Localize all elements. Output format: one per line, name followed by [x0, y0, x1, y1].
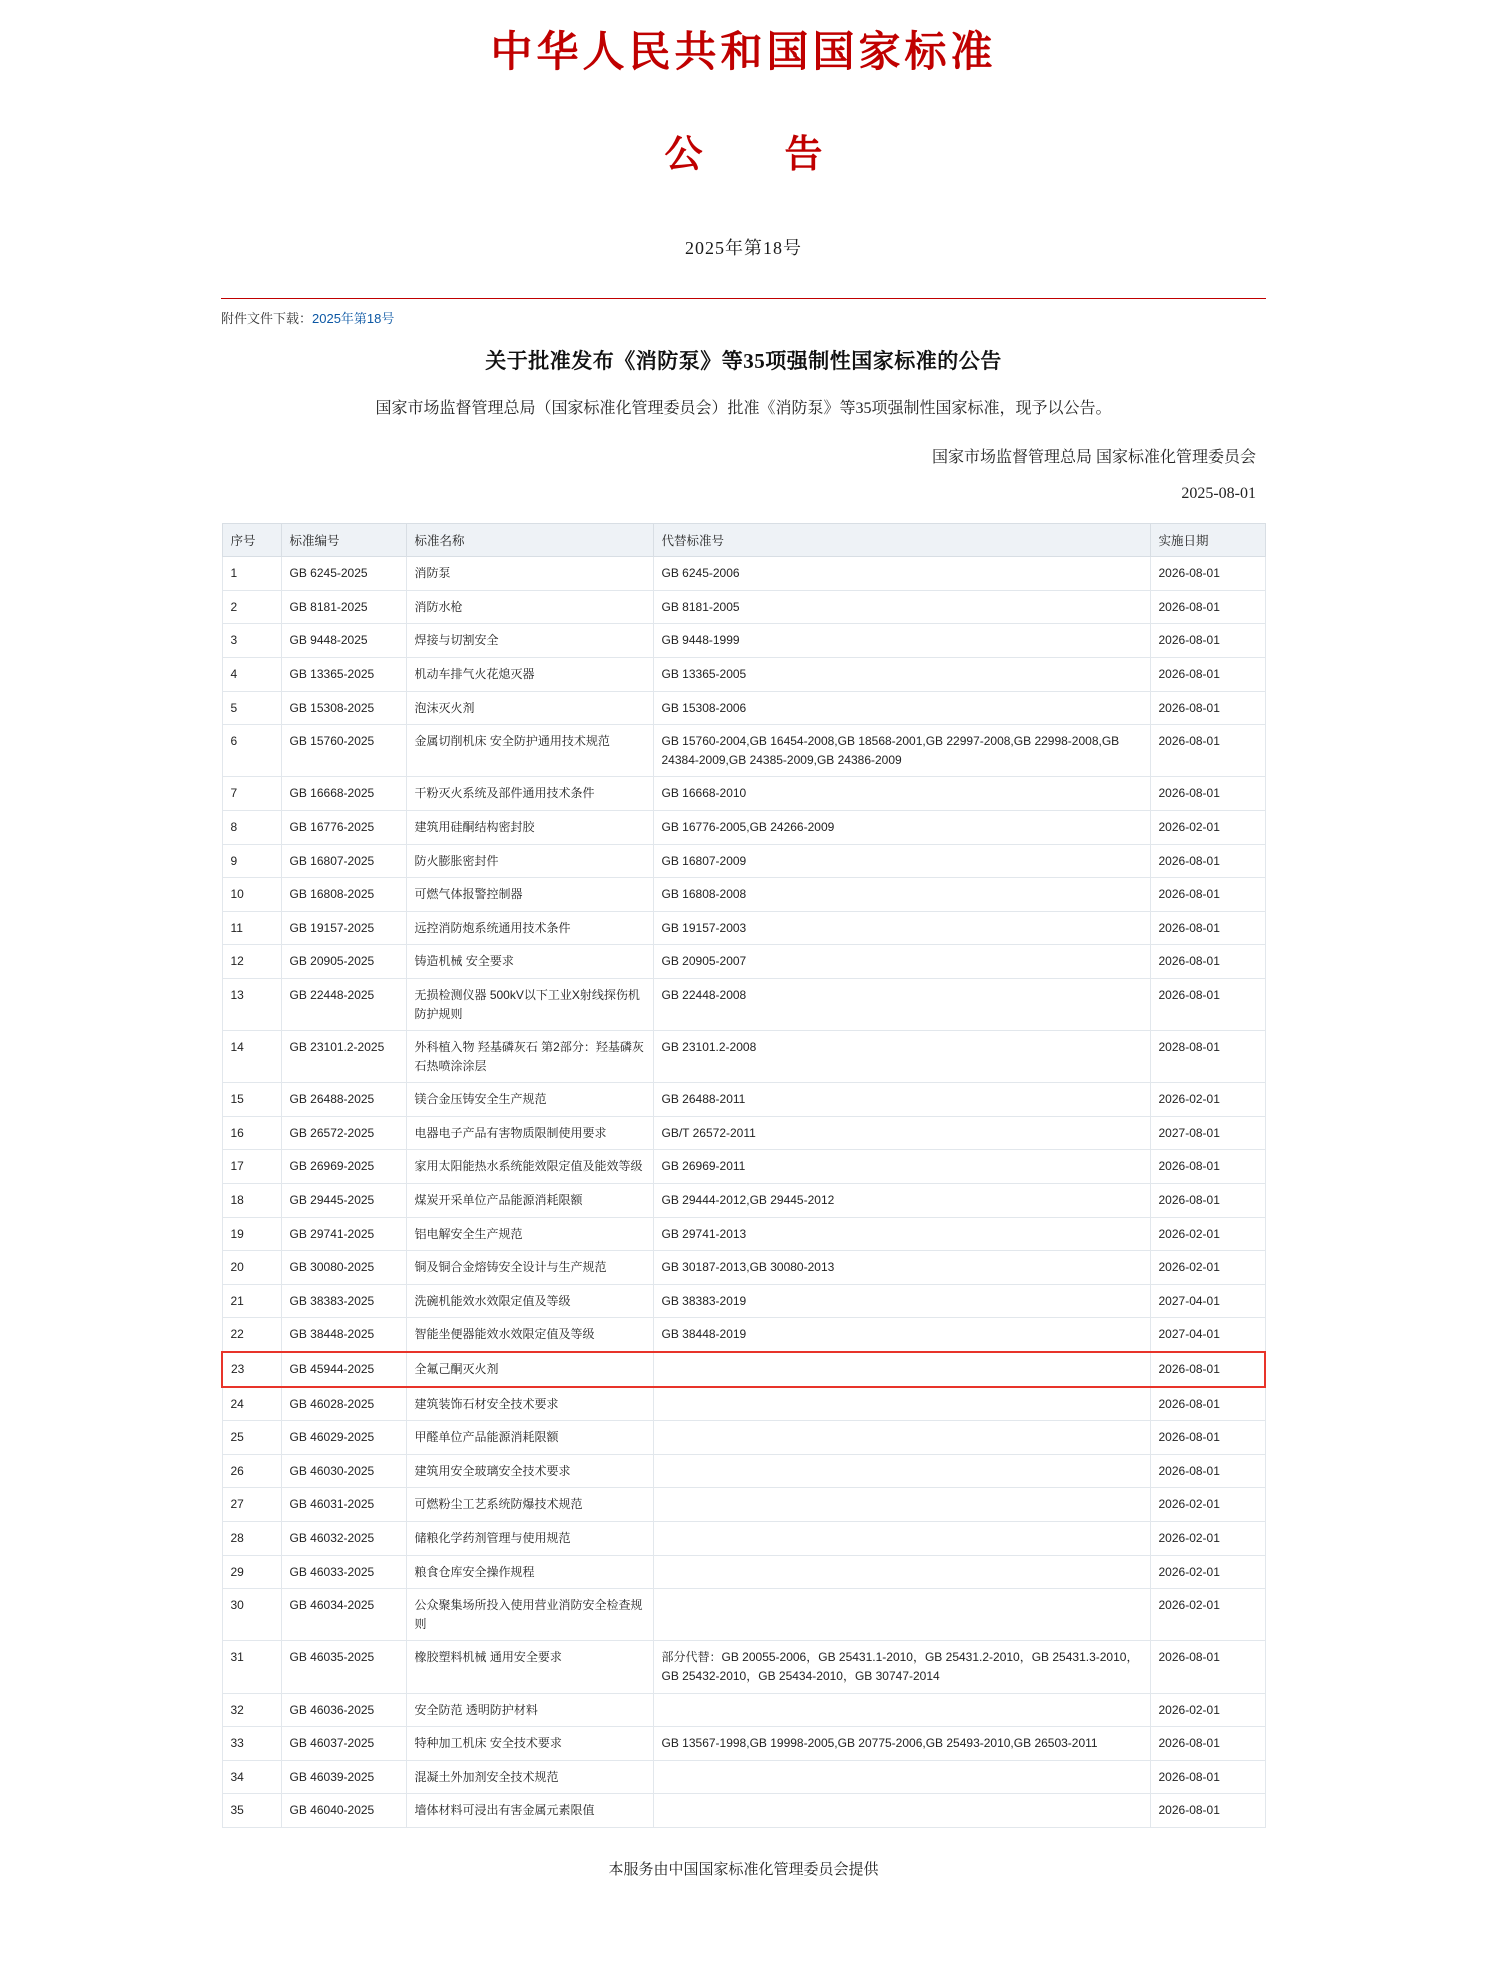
cell-name[interactable]: 甲醛单位产品能源消耗限额: [406, 1421, 653, 1455]
cell-date: 2026-08-01: [1150, 978, 1265, 1030]
table-head: [222, 524, 1265, 557]
standards-table-wrap: [221, 523, 1266, 1828]
cell-replaced: [653, 1794, 1150, 1828]
cell-name[interactable]: 消防泵: [406, 557, 653, 591]
cell-name[interactable]: 远控消防炮系统通用技术条件: [406, 911, 653, 945]
notice-body: 国家市场监督管理总局（国家标准化管理委员会）批准《消防泵》等35项强制性国家标准，现予以公告。: [375, 400, 1112, 417]
cell-name[interactable]: 防火膨胀密封件: [406, 844, 653, 878]
cell-name[interactable]: 无损检测仪器 500kV以下工业X射线探伤机防护规则: [406, 978, 653, 1030]
cell-no: 4: [222, 657, 281, 691]
column-header-no: 序号: [222, 524, 281, 557]
cell-date: 2026-08-01: [1150, 945, 1265, 979]
cell-no: 17: [222, 1150, 281, 1184]
cell-name[interactable]: 建筑用硅酮结构密封胶: [406, 810, 653, 844]
cell-code: GB 46034-2025: [281, 1589, 406, 1641]
table-row: [222, 1589, 1265, 1641]
cell-replaced: GB 13365-2005: [653, 657, 1150, 691]
cell-replaced: [653, 1454, 1150, 1488]
cell-no: 24: [222, 1387, 281, 1421]
cell-replaced: [653, 1387, 1150, 1421]
table-row: [222, 1794, 1265, 1828]
column-header-date: 实施日期: [1150, 524, 1265, 557]
table-row: [222, 1421, 1265, 1455]
cell-date: 2028-08-01: [1150, 1031, 1265, 1083]
cell-date: 2027-08-01: [1150, 1116, 1265, 1150]
cell-date: 2026-02-01: [1150, 1488, 1265, 1522]
cell-replaced: [653, 1760, 1150, 1794]
table-row: [222, 590, 1265, 624]
cell-name[interactable]: 全氟己酮灭火剂: [406, 1352, 653, 1387]
cell-name[interactable]: 建筑装饰石材安全技术要求: [406, 1387, 653, 1421]
page-title: 中华人民共和国国家标准: [490, 30, 997, 76]
attachment-label: 附件文件下载：: [221, 311, 313, 326]
table-row: [222, 1284, 1265, 1318]
cell-name[interactable]: 公众聚集场所投入使用营业消防安全检查规则: [406, 1589, 653, 1641]
table-row: [222, 1083, 1265, 1117]
cell-no: 27: [222, 1488, 281, 1522]
table-row: [222, 1727, 1265, 1761]
cell-name[interactable]: 可燃气体报警控制器: [406, 878, 653, 912]
cell-date: 2026-02-01: [1150, 1555, 1265, 1589]
cell-name[interactable]: 智能坐便器能效水效限定值及等级: [406, 1318, 653, 1352]
footer-note: 本服务由中国国家标准化管理委员会提供: [608, 1861, 879, 1878]
cell-replaced: 部分代替：GB 20055-2006，GB 25431.1-2010，GB 25431.2-2010，GB 25431.3-2010，GB 25432-2010，GB 25434-2010，GB 30747-2014: [653, 1641, 1150, 1693]
cell-name[interactable]: 镁合金压铸安全生产规范: [406, 1083, 653, 1117]
cell-code: GB 8181-2025: [281, 590, 406, 624]
table-row: [222, 1116, 1265, 1150]
table-row: [222, 1454, 1265, 1488]
cell-no: 2: [222, 590, 281, 624]
cell-code: GB 6245-2025: [281, 557, 406, 591]
cell-name[interactable]: 家用太阳能热水系统能效限定值及能效等级: [406, 1150, 653, 1184]
cell-date: 2026-08-01: [1150, 878, 1265, 912]
cell-replaced: GB 16776-2005,GB 24266-2009: [653, 810, 1150, 844]
cell-replaced: [653, 1352, 1150, 1387]
cell-no: 10: [222, 878, 281, 912]
cell-name[interactable]: 金属切削机床 安全防护通用技术规范: [406, 725, 653, 777]
cell-no: 23: [222, 1352, 281, 1387]
cell-name[interactable]: 建筑用安全玻璃安全技术要求: [406, 1454, 653, 1488]
table-body: [222, 557, 1265, 1828]
cell-date: 2027-04-01: [1150, 1284, 1265, 1318]
cell-code: GB 22448-2025: [281, 978, 406, 1030]
table-row: [222, 1352, 1265, 1387]
cell-no: 35: [222, 1794, 281, 1828]
cell-replaced: [653, 1421, 1150, 1455]
notice-title: 关于批准发布《消防泵》等35项强制性国家标准的公告: [485, 349, 1002, 373]
cell-name[interactable]: 干粉灭火系统及部件通用技术条件: [406, 777, 653, 811]
cell-name[interactable]: 墙体材料可浸出有害金属元素限值: [406, 1794, 653, 1828]
cell-date: 2026-08-01: [1150, 1794, 1265, 1828]
cell-no: 22: [222, 1318, 281, 1352]
cell-name[interactable]: 煤炭开采单位产品能源消耗限额: [406, 1184, 653, 1218]
cell-replaced: GB 9448-1999: [653, 624, 1150, 658]
cell-code: GB 16776-2025: [281, 810, 406, 844]
cell-date: 2026-08-01: [1150, 1352, 1265, 1387]
cell-no: 12: [222, 945, 281, 979]
table-row: [222, 1488, 1265, 1522]
attachment-row: [221, 308, 1266, 327]
cell-no: 18: [222, 1184, 281, 1218]
cell-name[interactable]: 特种加工机床 安全技术要求: [406, 1727, 653, 1761]
cell-name[interactable]: 洗碗机能效水效限定值及等级: [406, 1284, 653, 1318]
cell-no: 30: [222, 1589, 281, 1641]
table-row: [222, 844, 1265, 878]
cell-name[interactable]: 机动车排气火花熄灭器: [406, 657, 653, 691]
cell-code: GB 46028-2025: [281, 1387, 406, 1421]
cell-no: 6: [222, 725, 281, 777]
cell-name[interactable]: 可燃粉尘工艺系统防爆技术规范: [406, 1488, 653, 1522]
cell-code: GB 30080-2025: [281, 1251, 406, 1285]
cell-date: 2026-02-01: [1150, 1522, 1265, 1556]
cell-no: 28: [222, 1522, 281, 1556]
cell-date: 2026-08-01: [1150, 844, 1265, 878]
cell-replaced: GB 22448-2008: [653, 978, 1150, 1030]
cell-no: 26: [222, 1454, 281, 1488]
cell-date: 2026-08-01: [1150, 691, 1265, 725]
cell-no: 9: [222, 844, 281, 878]
cell-code: GB 46032-2025: [281, 1522, 406, 1556]
cell-date: 2026-08-01: [1150, 657, 1265, 691]
cell-date: 2026-08-01: [1150, 1727, 1265, 1761]
cell-name[interactable]: 粮食仓库安全操作规程: [406, 1555, 653, 1589]
table-row: [222, 1522, 1265, 1556]
header-divider: [221, 298, 1266, 299]
cell-code: GB 29445-2025: [281, 1184, 406, 1218]
table-row: [222, 691, 1265, 725]
cell-no: 15: [222, 1083, 281, 1117]
cell-name[interactable]: 铸造机械 安全要求: [406, 945, 653, 979]
cell-code: GB 46035-2025: [281, 1641, 406, 1693]
table-row: [222, 810, 1265, 844]
cell-date: 2026-08-01: [1150, 557, 1265, 591]
cell-code: GB 29741-2025: [281, 1217, 406, 1251]
document-header: [0, 0, 1487, 260]
table-header-row: [222, 524, 1265, 557]
notice-signature: 国家市场监督管理总局 国家标准化管理委员会: [931, 449, 1256, 467]
cell-replaced: GB 38383-2019: [653, 1284, 1150, 1318]
announcement-title: 公 告: [664, 134, 845, 176]
standards-table: [221, 523, 1266, 1828]
table-row: [222, 1150, 1265, 1184]
cell-code: GB 16807-2025: [281, 844, 406, 878]
cell-replaced: [653, 1522, 1150, 1556]
cell-date: 2026-08-01: [1150, 725, 1265, 777]
table-row: [222, 777, 1265, 811]
cell-name[interactable]: 铝电解安全生产规范: [406, 1217, 653, 1251]
cell-name[interactable]: 铜及铜合金熔铸安全设计与生产规范: [406, 1251, 653, 1285]
cell-date: 2026-08-01: [1150, 1150, 1265, 1184]
cell-name[interactable]: 消防水枪: [406, 590, 653, 624]
notice-date: 2025-08-01: [1181, 485, 1256, 503]
cell-code: GB 15760-2025: [281, 725, 406, 777]
cell-date: 2026-08-01: [1150, 1387, 1265, 1421]
cell-code: GB 20905-2025: [281, 945, 406, 979]
cell-no: 16: [222, 1116, 281, 1150]
cell-name[interactable]: 混凝土外加剂安全技术规范: [406, 1760, 653, 1794]
cell-code: GB 38383-2025: [281, 1284, 406, 1318]
cell-no: 13: [222, 978, 281, 1030]
cell-code: GB 16668-2025: [281, 777, 406, 811]
cell-no: 3: [222, 624, 281, 658]
cell-code: GB 26572-2025: [281, 1116, 406, 1150]
cell-no: 1: [222, 557, 281, 591]
cell-code: GB 26969-2025: [281, 1150, 406, 1184]
cell-code: GB 46033-2025: [281, 1555, 406, 1589]
cell-replaced: GB 30187-2013,GB 30080-2013: [653, 1251, 1150, 1285]
cell-replaced: GB 29444-2012,GB 29445-2012: [653, 1184, 1150, 1218]
cell-code: GB 46036-2025: [281, 1693, 406, 1727]
cell-date: 2026-02-01: [1150, 1251, 1265, 1285]
cell-date: 2026-08-01: [1150, 1454, 1265, 1488]
table-row: [222, 1217, 1265, 1251]
cell-no: 5: [222, 691, 281, 725]
cell-date: 2026-02-01: [1150, 1693, 1265, 1727]
cell-replaced: GB 8181-2005: [653, 590, 1150, 624]
cell-code: GB 45944-2025: [281, 1352, 406, 1387]
cell-replaced: [653, 1589, 1150, 1641]
table-row: [222, 657, 1265, 691]
table-row: [222, 911, 1265, 945]
cell-replaced: GB 26969-2011: [653, 1150, 1150, 1184]
table-row: [222, 1555, 1265, 1589]
table-row: [222, 1251, 1265, 1285]
cell-code: GB 46030-2025: [281, 1454, 406, 1488]
table-row: [222, 725, 1265, 777]
column-header-code: 标准编号: [281, 524, 406, 557]
cell-date: 2026-08-01: [1150, 1641, 1265, 1693]
cell-code: GB 26488-2025: [281, 1083, 406, 1117]
table-row: [222, 1760, 1265, 1794]
cell-replaced: GB 13567-1998,GB 19998-2005,GB 20775-2006,GB 25493-2010,GB 26503-2011: [653, 1727, 1150, 1761]
cell-name[interactable]: 外科植入物 羟基磷灰石 第2部分：羟基磷灰石热喷涂涂层: [406, 1031, 653, 1083]
cell-code: GB 46029-2025: [281, 1421, 406, 1455]
cell-code: GB 23101.2-2025: [281, 1031, 406, 1083]
cell-replaced: GB 16807-2009: [653, 844, 1150, 878]
cell-date: 2026-02-01: [1150, 1083, 1265, 1117]
cell-code: GB 46031-2025: [281, 1488, 406, 1522]
cell-no: 11: [222, 911, 281, 945]
cell-no: 21: [222, 1284, 281, 1318]
cell-code: GB 19157-2025: [281, 911, 406, 945]
cell-replaced: [653, 1693, 1150, 1727]
cell-date: 2026-08-01: [1150, 1184, 1265, 1218]
cell-date: 2027-04-01: [1150, 1318, 1265, 1352]
cell-name[interactable]: 安全防范 透明防护材料: [406, 1693, 653, 1727]
table-row: [222, 1641, 1265, 1693]
cell-code: GB 46039-2025: [281, 1760, 406, 1794]
table-row: [222, 624, 1265, 658]
table-row: [222, 878, 1265, 912]
cell-no: 25: [222, 1421, 281, 1455]
cell-no: 33: [222, 1727, 281, 1761]
cell-date: 2026-08-01: [1150, 911, 1265, 945]
cell-date: 2026-02-01: [1150, 1217, 1265, 1251]
cell-name[interactable]: 电器电子产品有害物质限制使用要求: [406, 1116, 653, 1150]
cell-no: 32: [222, 1693, 281, 1727]
cell-no: 20: [222, 1251, 281, 1285]
cell-code: GB 38448-2025: [281, 1318, 406, 1352]
cell-replaced: GB/T 26572-2011: [653, 1116, 1150, 1150]
cell-replaced: GB 15760-2004,GB 16454-2008,GB 18568-2001,GB 22997-2008,GB 22998-2008,GB 24384-2009,GB 24385-2009,GB 24386-2009: [653, 725, 1150, 777]
cell-code: GB 9448-2025: [281, 624, 406, 658]
column-header-replaced: 代替标准号: [653, 524, 1150, 557]
cell-replaced: GB 26488-2011: [653, 1083, 1150, 1117]
cell-date: 2026-08-01: [1150, 1760, 1265, 1794]
cell-code: GB 46037-2025: [281, 1727, 406, 1761]
table-row: [222, 1031, 1265, 1083]
cell-replaced: GB 19157-2003: [653, 911, 1150, 945]
cell-replaced: GB 29741-2013: [653, 1217, 1150, 1251]
table-row: [222, 1184, 1265, 1218]
cell-code: GB 13365-2025: [281, 657, 406, 691]
cell-no: 29: [222, 1555, 281, 1589]
cell-code: GB 46040-2025: [281, 1794, 406, 1828]
cell-date: 2026-08-01: [1150, 1421, 1265, 1455]
column-header-name: 标准名称: [406, 524, 653, 557]
table-row: [222, 1693, 1265, 1727]
cell-replaced: GB 23101.2-2008: [653, 1031, 1150, 1083]
cell-no: 14: [222, 1031, 281, 1083]
cell-no: 34: [222, 1760, 281, 1794]
cell-name[interactable]: 储粮化学药剂管理与使用规范: [406, 1522, 653, 1556]
attachment-download-link[interactable]: 2025年第18号: [312, 311, 395, 326]
cell-replaced: GB 16668-2010: [653, 777, 1150, 811]
cell-code: GB 16808-2025: [281, 878, 406, 912]
table-row: [222, 978, 1265, 1030]
cell-replaced: GB 20905-2007: [653, 945, 1150, 979]
cell-no: 19: [222, 1217, 281, 1251]
cell-replaced: [653, 1555, 1150, 1589]
table-row: [222, 1318, 1265, 1352]
cell-no: 31: [222, 1641, 281, 1693]
table-row: [222, 945, 1265, 979]
cell-no: 7: [222, 777, 281, 811]
cell-name[interactable]: 泡沫灭火剂: [406, 691, 653, 725]
cell-date: 2026-02-01: [1150, 1589, 1265, 1641]
cell-code: GB 15308-2025: [281, 691, 406, 725]
cell-name[interactable]: 焊接与切割安全: [406, 624, 653, 658]
cell-replaced: GB 38448-2019: [653, 1318, 1150, 1352]
cell-replaced: GB 16808-2008: [653, 878, 1150, 912]
table-row: [222, 557, 1265, 591]
cell-date: 2026-08-01: [1150, 624, 1265, 658]
cell-name[interactable]: 橡胶塑料机械 通用安全要求: [406, 1641, 653, 1693]
cell-replaced: [653, 1488, 1150, 1522]
table-row: [222, 1387, 1265, 1421]
cell-date: 2026-08-01: [1150, 777, 1265, 811]
issue-number: 2025年第18号: [685, 238, 802, 258]
cell-date: 2026-02-01: [1150, 810, 1265, 844]
cell-no: 8: [222, 810, 281, 844]
cell-replaced: GB 15308-2006: [653, 691, 1150, 725]
cell-date: 2026-08-01: [1150, 590, 1265, 624]
cell-replaced: GB 6245-2006: [653, 557, 1150, 591]
